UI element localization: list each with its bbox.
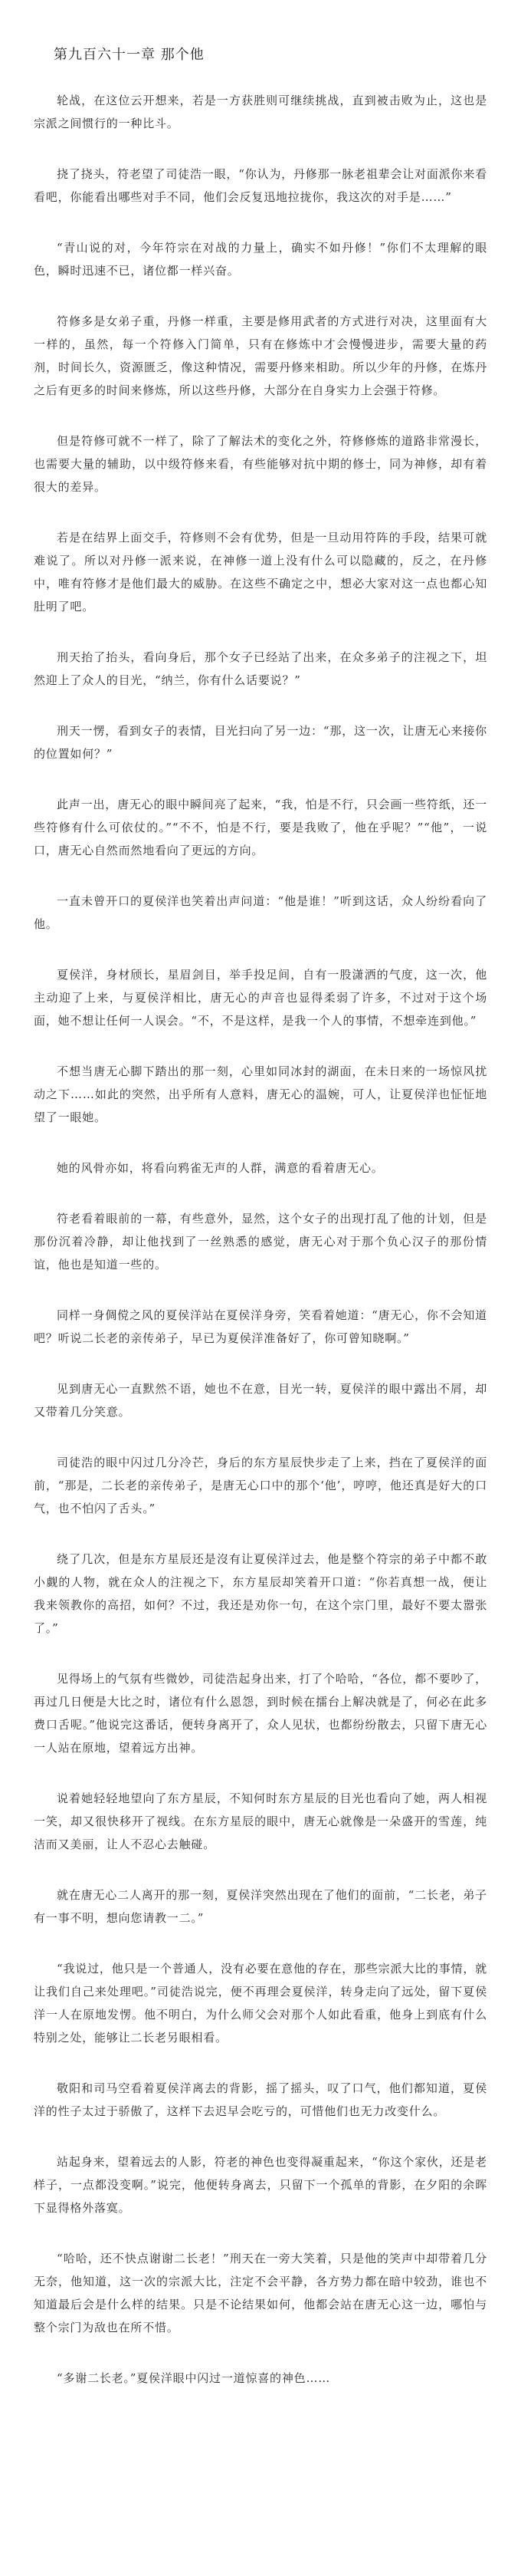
paragraph: 同样一身倜傥之风的夏侯洋站在夏侯洋身旁，笑看着她道：“唐无心，你不会知道吧？听说二长老的亲传弟子，早已为夏侯洋准备好了，你可曾知晓啊。”	[34, 1308, 487, 1345]
paragraph: 绕了几次，但是东方星辰还是沒有让夏侯洋过去，他是整个符宗的弟子中都不敢小觑的人物，就在众人的注视之下，东方星辰却笑着开口道：“你若真想一战，便让我来领教你的高招，如何？不过，我还是劝你一句，在这个宗门里，最好不要太嚣张了。”	[34, 1552, 487, 1635]
paragraph: 符老看着眼前的一幕，有些意外，显然，这个女子的出现打乱了他的计划，但是那份沉着冷静，却让他找到了一丝熟悉的感觉，唐无心对于那个负心汉子的那份情谊，他也是知道一些的。	[34, 1212, 487, 1272]
paragraph: 说着她轻轻地望向了东方星辰，不知何时东方星辰的目光也看向了她，两人相视一笑，却又很快移开了视线。在东方星辰的眼中，唐无心就像是一朵盛开的雪莲，纯洁而又美丽，让人不忍心去触碰。	[34, 1791, 487, 1851]
paragraph: 但是符修可就不一样了，除了了解法术的变化之外，符修修炼的道路非常漫长，也需要大量的辅助，以中级符修来看，有些能够对抗中期的修士，同为神修，却有着很大的差异。	[34, 434, 487, 494]
paragraph: 挠了挠头，符老望了司徒浩一眼，“你认为，丹修那一脉老祖辈会让对面派你来看看吧，你能看出哪些对手不同，他们会反复迅地拉拢你，我这次的对手是……”	[34, 167, 487, 204]
paragraph: 司徒浩的眼中闪过几分冷芒，身后的东方星辰快步走了上来，挡在了夏侯洋的面前，“那是，二长老的亲传弟子，是唐无心口中的那个‘他’，哼哼，他还真是好大的口气，也不怕闪了舌头。”	[34, 1456, 487, 1515]
chapter-title: 第九百六十一章 那个他	[54, 47, 205, 63]
paragraph: 刑天一愣，看到女子的表情，目光扫向了另一边：“那，这一次，让唐无心来接你的位置如何？”	[34, 724, 487, 761]
paragraph: 刑天抬了抬头，看向身后，那个女子已经站了出来，在众多弟子的注视之下，坦然迎上了众人的目光，“纳兰，你有什么话要说？”	[34, 650, 487, 687]
paragraph: 若是在结界上面交手，符修则不会有优势，但是一旦动用符阵的手段，结果可就难说了。所以对丹修一派来说，在神修一道上没有什么可以隐藏的，反之，在丹修中，唯有符修才是他们最大的威胁。在这些不确定之中，想必大家对这一点也都心知肚明了吧。	[34, 531, 487, 614]
paragraph: 就在唐无心二人离开的那一刻，夏侯洋突然出现在了他们的面前，“二长老，弟子有一事不明，想向您请教一二。”	[34, 1888, 487, 1925]
paragraph: 她的风骨亦如，将看向鸦雀无声的人群，满意的看着唐无心。	[57, 1161, 384, 1175]
paragraph: 符修多是女弟子重，丹修一样重，主要是修用武者的方式进行对决，这里面有大一样的，虽然，每一个符修入门简单，只有在修炼中才会慢慢进步，需要大量的药剂，时间长久，资源匮乏，像这种情况，需要丹修来相助。所以少年的丹修，在炼丹之后有更多的时间来修炼，所以这些丹修，大部分在自身实力上会强于符修。	[34, 314, 487, 397]
paragraph: “青山说的对，今年符宗在对战的力量上，确实不如丹修！”你们不太理解的眼色，瞬时迅速不已，诸位都一样兴奋。	[34, 241, 487, 278]
paragraph: 见到唐无心一直默然不语，她也不在意，目光一转，夏侯洋的眼中露出不屑，却又带着几分笑意。	[34, 1382, 487, 1419]
paragraph: 敬阳和司马空看着夏侯洋离去的背影，摇了摇头，叹了口气，他们都知道，夏侯洋的性子太过于骄傲了，这样下去迟早会吃亏的，可惜他们也无力改变什么。	[34, 2081, 487, 2118]
paragraph: 一直未曾开口的夏侯洋也笑着出声问道：“他是谁！”听到这话，众人纷纷看向了他。	[34, 894, 487, 931]
paragraph: “多谢二长老。”夏侯洋眼中闪过一道惊喜的神色……	[57, 2371, 331, 2385]
paragraph: 不想当唐无心脚下踏出的那一刻，心里如同冰封的湖面，在未日来的一场惊风扰动之下……如此的突然，出乎所有人意料，唐无心的温婉，可人，让夏侯洋也怔怔地望了一眼她。	[34, 1064, 487, 1124]
paragraph: 轮战，在这位云开想来，若是一方获胜则可继续挑战，直到被击败为止，这也是宗派之间惯行的一种比斗。	[34, 94, 487, 130]
paragraph: 站起身来，望着远去的人影，符老的神色也变得凝重起来，“你这个家伙，还是老样子，一点都没变啊。”说完，他便转身离去，只留下一个孤单的背影，在夕阳的余晖下显得格外落寞。	[34, 2155, 487, 2215]
paragraph: 此声一出，唐无心的眼中瞬间亮了起来，“我，怕是不行，只会画一些符纸，还一些符修有什么可依仗的。”“不不，怕是不行，要是我败了，他在乎呢？”“他”，一说口，唐无心自然而然地看向了更远的方向。	[34, 798, 487, 857]
paragraph: 见得场上的气氛有些微妙，司徒浩起身出来，打了个哈哈，“各位，都不要吵了，再过几日便是大比之时，诸位有什么恩怨，到时候在擂台上解决就是了，何必在此多费口舌呢。”他说完这番话，便转身离开了，众人见状，也都纷纷散去，只留下唐无心一人站在原地，望着远方出神。	[34, 1672, 487, 1755]
paragraph: “我说过，他只是一个普通人，没有必要在意他的存在，那些宗派大比的事情，就让我们自己来处理吧。”司徒浩说完，便不再理会夏侯洋，转身走向了远处，留下夏侯洋一人在原地发愣。他不明白，为什么师父会对那个人如此看重，他身上到底有什么特别之处，能够让二长老另眼相看。	[34, 1962, 487, 2045]
paragraph: 夏侯洋，身材颀长，星眉剑目，举手投足间，自有一股潇洒的气度，这一次，他主动迎了上来，与夏侯洋相比，唐无心的声音也显得柔弱了许多，不过对于这个场面，她不想让任何一人误会。“不，不是这样，是我一个人的事情，不想牵连到他。”	[34, 968, 487, 1028]
paragraph: “哈哈，还不快点谢谢二长老！”刑天在一旁大笑着，只是他的笑声中却带着几分无奈，他知道，这一次的宗派大比，注定不会平静，各方势力都在暗中较劲，谁也不知道最后会是什么样的结果。只是不论结果如何，他都会站在唐无心这一边，哪怕与整个宗门为敌也在所不惜。	[34, 2252, 487, 2334]
